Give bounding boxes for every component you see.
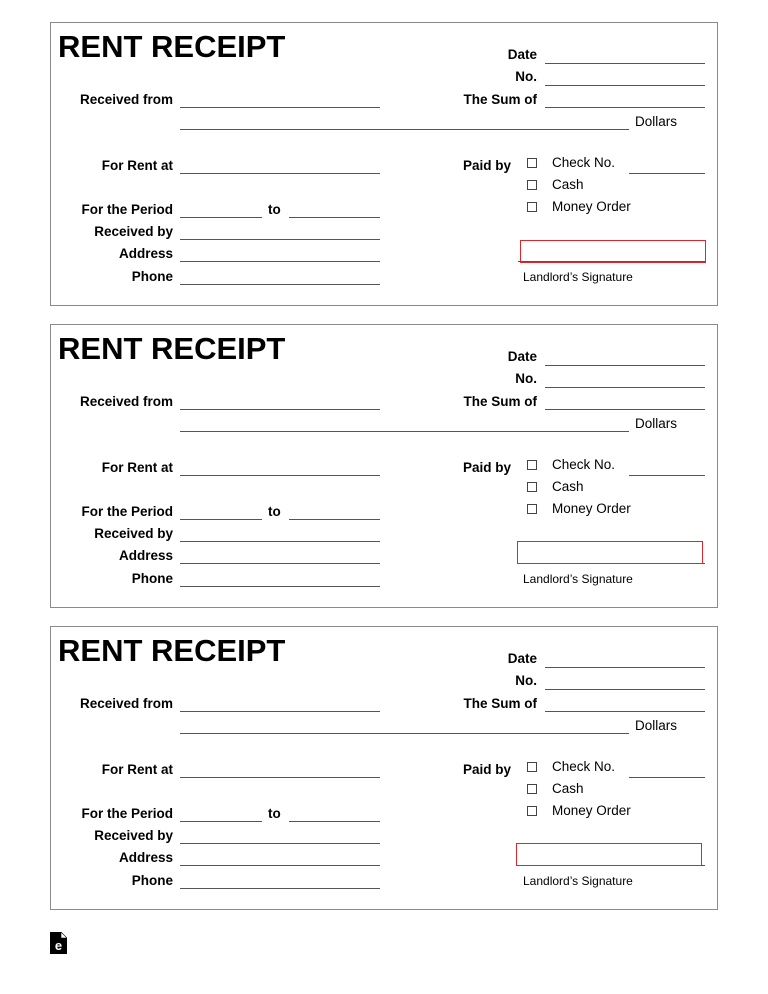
signature-label: Landlord’s Signature [523, 572, 633, 586]
received-by-label: Received by [94, 828, 173, 843]
rent-receipt [50, 324, 718, 608]
received-from-field[interactable] [180, 107, 380, 108]
received-from-label: Received from [79, 92, 173, 107]
period-to-field[interactable] [289, 217, 380, 218]
period-label: For the Period [81, 202, 173, 217]
sum-in-words-field[interactable] [180, 431, 629, 432]
received-by-field[interactable] [180, 843, 380, 844]
money-order-checkbox[interactable] [527, 202, 537, 212]
period-from-field[interactable] [180, 217, 262, 218]
rent-receipt [50, 626, 718, 910]
check-option-label: Check No. [552, 155, 616, 170]
money-order-option-label: Money Order [552, 501, 631, 516]
address-label: Address [118, 850, 173, 865]
phone-field[interactable] [180, 888, 380, 889]
rent-property-field[interactable] [180, 777, 380, 778]
period-to-label: to [268, 504, 281, 519]
received-from-label: Received from [79, 394, 173, 409]
receipt-title: RENT RECEIPT [58, 331, 286, 366]
signature-label: Landlord’s Signature [523, 874, 633, 888]
phone-field[interactable] [180, 586, 380, 587]
received-from-field[interactable] [180, 711, 380, 712]
money-order-option-label: Money Order [552, 803, 631, 818]
cash-option-label: Cash [552, 177, 584, 192]
rent-receipt [50, 22, 718, 306]
address-label: Address [118, 246, 173, 261]
address-field[interactable] [180, 261, 380, 262]
cash-checkbox[interactable] [527, 180, 537, 190]
landlord-signature-field[interactable] [516, 843, 702, 866]
no-label: No. [515, 673, 537, 688]
cash-checkbox[interactable] [527, 784, 537, 794]
paid-by-label: Paid by [462, 762, 511, 777]
no-label: No. [515, 69, 537, 84]
address-field[interactable] [180, 865, 380, 866]
received-by-field[interactable] [180, 541, 380, 542]
date-field[interactable] [545, 365, 705, 366]
sum-amount-field[interactable] [545, 711, 705, 712]
received-by-label: Received by [94, 224, 173, 239]
phone-label: Phone [131, 873, 173, 888]
no-label: No. [515, 371, 537, 386]
check-option-label: Check No. [552, 759, 616, 774]
period-to-field[interactable] [289, 519, 380, 520]
money-order-checkbox[interactable] [527, 806, 537, 816]
for-rent-at-label: For Rent at [101, 158, 173, 173]
dollars-label: Dollars [635, 416, 678, 431]
receipt-number-field[interactable] [545, 689, 705, 690]
period-from-field[interactable] [180, 519, 262, 520]
period-label: For the Period [81, 504, 173, 519]
sum-of-label: The Sum of [463, 394, 537, 409]
check-checkbox[interactable] [527, 762, 537, 772]
date-label: Date [507, 651, 537, 666]
check-number-field[interactable] [629, 475, 705, 476]
landlord-signature-field[interactable] [520, 240, 706, 263]
received-by-label: Received by [94, 526, 173, 541]
check-number-field[interactable] [629, 173, 705, 174]
received-from-label: Received from [79, 696, 173, 711]
sum-amount-field[interactable] [545, 409, 705, 410]
period-from-field[interactable] [180, 821, 262, 822]
receipt-number-field[interactable] [545, 387, 705, 388]
cash-option-label: Cash [552, 479, 584, 494]
dollars-label: Dollars [635, 114, 678, 129]
cash-option-label: Cash [552, 781, 584, 796]
signature-label: Landlord’s Signature [523, 270, 633, 284]
paid-by-label: Paid by [462, 158, 511, 173]
date-label: Date [507, 47, 537, 62]
sum-in-words-field[interactable] [180, 733, 629, 734]
eforms-logo-icon [50, 932, 67, 954]
dollars-label: Dollars [635, 718, 678, 733]
receipt-number-field[interactable] [545, 85, 705, 86]
sum-amount-field[interactable] [545, 107, 705, 108]
sum-of-label: The Sum of [463, 696, 537, 711]
money-order-option-label: Money Order [552, 199, 631, 214]
check-number-field[interactable] [629, 777, 705, 778]
period-to-label: to [268, 806, 281, 821]
period-to-field[interactable] [289, 821, 380, 822]
receipt-title: RENT RECEIPT [58, 633, 286, 668]
phone-field[interactable] [180, 284, 380, 285]
date-field[interactable] [545, 63, 705, 64]
date-field[interactable] [545, 667, 705, 668]
address-field[interactable] [180, 563, 380, 564]
period-label: For the Period [81, 806, 173, 821]
check-checkbox[interactable] [527, 460, 537, 470]
date-label: Date [507, 349, 537, 364]
receipt-title: RENT RECEIPT [58, 29, 286, 64]
address-label: Address [118, 548, 173, 563]
phone-label: Phone [131, 571, 173, 586]
cash-checkbox[interactable] [527, 482, 537, 492]
for-rent-at-label: For Rent at [101, 460, 173, 475]
sum-in-words-field[interactable] [180, 129, 629, 130]
received-from-field[interactable] [180, 409, 380, 410]
svg-text:e: e [54, 938, 63, 953]
for-rent-at-label: For Rent at [101, 762, 173, 777]
received-by-field[interactable] [180, 239, 380, 240]
sum-of-label: The Sum of [463, 92, 537, 107]
rent-property-field[interactable] [180, 173, 380, 174]
check-checkbox[interactable] [527, 158, 537, 168]
money-order-checkbox[interactable] [527, 504, 537, 514]
rent-property-field[interactable] [180, 475, 380, 476]
period-to-label: to [268, 202, 281, 217]
phone-label: Phone [131, 269, 173, 284]
check-option-label: Check No. [552, 457, 616, 472]
paid-by-label: Paid by [462, 460, 511, 475]
landlord-signature-field[interactable] [517, 541, 703, 564]
